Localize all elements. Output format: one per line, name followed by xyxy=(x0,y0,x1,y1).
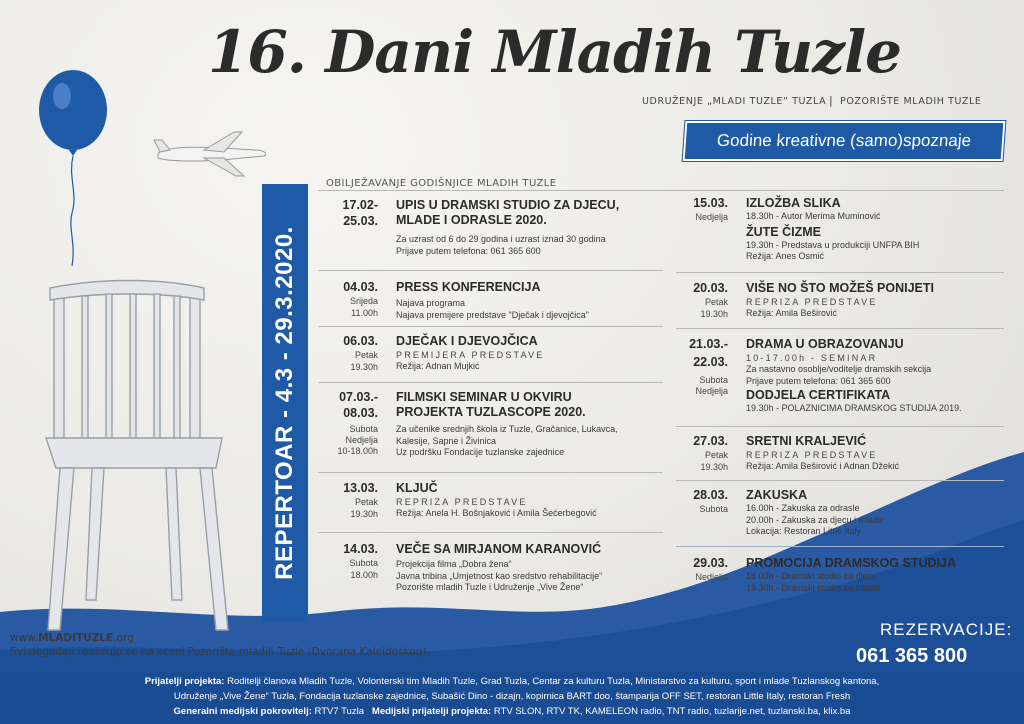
media-friends: RTV SLON, RTV TK, KAMELEON radio, TNT radio, tuzlarije.net, tuzlanski.ba, klix.ba xyxy=(493,706,851,717)
event-day: Nedjelja xyxy=(695,386,728,396)
event-time: 18.00h xyxy=(350,570,378,580)
event-date: 06.03. xyxy=(343,334,378,348)
media-general: RTV7 Tuzla xyxy=(314,706,364,717)
divider xyxy=(676,426,1004,427)
footer-partners-1 xyxy=(0,676,1024,687)
event-detail: Režija: Anela H. Bošnjaković i Amila Šećerbegović xyxy=(396,508,597,518)
divider xyxy=(676,328,1004,329)
divider xyxy=(318,472,663,473)
event-day: Petak xyxy=(704,450,728,460)
event-detail: 19.30h - Dramski studio za mlade xyxy=(746,582,881,593)
event-day: Nedjelja xyxy=(695,212,728,222)
reservation-phone: 061 365 800 xyxy=(856,645,968,667)
event-date: 14.03. xyxy=(343,542,378,556)
event-type: REPRIZA PREDSTAVE xyxy=(396,497,528,507)
event-title: SRETNI KRALJEVIĆ xyxy=(746,434,867,448)
event-detail: 16.00h - Dramski studio za djecu xyxy=(746,571,878,581)
footer-media xyxy=(0,706,1024,717)
event-title-line2: PROJEKTA TUZLASCOPE 2020. xyxy=(396,405,586,419)
event-title: ZAKUSKA xyxy=(746,488,808,502)
partners-text: Roditelji članova Mladih Tuzle, Volonterski tim Mladih Tuzle, Grad Tuzla, Centar za kulturu Tuzla, Ministarstvo za kulturu, sport i mlade Tuzlanskog kantona, xyxy=(227,676,880,687)
event-time: 19.30h xyxy=(700,309,728,319)
event-type: REPRIZA PREDSTAVE xyxy=(746,297,878,307)
event-date: 28.03. xyxy=(693,488,728,502)
event-detail: Uz podršku Fondacije tuzlanske zajednice xyxy=(396,447,565,457)
event-detail: Pozorište mladih Tuzle i Udruženje „Vive Žene“ xyxy=(396,582,584,592)
event-day: Petak xyxy=(354,350,378,360)
website-domain: MLADITUZLE xyxy=(38,632,114,644)
organizer-association: UDRUŽENJE „MLADI TUZLE“ TUZLA xyxy=(642,96,827,107)
event-title: PROMOCIJA DRAMSKOG STUDIJA xyxy=(746,556,956,570)
website-suffix: .org xyxy=(113,632,134,644)
organizer-theatre: POZORIŠTE MLADIH TUZLE xyxy=(840,96,982,107)
event-date-end: 08.03. xyxy=(343,406,378,420)
event-date: 29.03. xyxy=(693,556,728,570)
airplane-icon xyxy=(152,128,272,180)
event-title: PRESS KONFERENCIJA xyxy=(396,280,541,294)
website-link[interactable] xyxy=(10,632,134,644)
event-day: Nedjelja xyxy=(345,435,378,445)
event-title: UPIS U DRAMSKI STUDIO ZA DJECU, xyxy=(396,198,620,212)
event-day: Petak xyxy=(704,297,728,307)
venue-note: Svi događaji realizuju se na sceni Pozorišta mladih Tuzle (Dvorana Kaleidoskop) xyxy=(10,646,427,658)
event-date: 27.03. xyxy=(693,434,728,448)
event-date: 15.03. xyxy=(693,196,728,210)
event-date: 07.03.- xyxy=(339,390,378,404)
event-detail: Prijave putem telefona: 061 365 600 xyxy=(396,245,541,256)
event-date-end: 25.03. xyxy=(343,214,378,228)
event-detail: Režija: Amila Beširović xyxy=(746,308,838,318)
event-day: Subota xyxy=(349,424,378,434)
section-subheading: OBILJEŽAVANJE GODIŠNJICE MLADIH TUZLE xyxy=(326,178,557,189)
event-detail: Lokacija: Restoran Little Italy xyxy=(746,526,862,536)
organizer-separator: | xyxy=(829,94,833,107)
event-detail: 19.30h - POLAZNICIMA DRAMSKOG STUDIJA 2019. xyxy=(746,403,962,413)
event-detail: Najava programa xyxy=(396,298,466,308)
event-day: Nedjelja xyxy=(695,572,728,582)
event-title: KLJUČ xyxy=(396,481,438,495)
event-type: REPRIZA PREDSTAVE xyxy=(746,450,878,460)
event-day: Subota xyxy=(699,375,728,385)
divider xyxy=(318,532,663,533)
event-title: FILMSKI SEMINAR U OKVIRU xyxy=(396,390,572,404)
event-time: 19.30h xyxy=(350,509,378,519)
event-detail: 16.00h - Zakuska za odrasle xyxy=(746,503,860,513)
balloon-icon xyxy=(28,68,118,268)
event-detail: 20.00h - Zakuska za djecu i mlade xyxy=(746,514,884,525)
event-date: 21.03.- xyxy=(689,337,728,351)
event-title: VEČE SA MIRJANOM KARANOVIĆ xyxy=(396,542,602,556)
event-title: DJEČAK I DJEVOJČICA xyxy=(396,334,538,348)
event-date-end: 22.03. xyxy=(693,355,728,369)
event-day: Subota xyxy=(699,504,728,514)
event-detail: Za uzrast od 6 do 29 godina i uzrast iznad 30 godina xyxy=(396,234,606,244)
event-detail: Kalesije, Sapne i Živinica xyxy=(396,435,497,446)
divider xyxy=(318,382,663,383)
event-type: 10-17.00h - SEMINAR xyxy=(746,353,878,363)
event-detail: Za nastavno osoblje/voditelje dramskih sekcija xyxy=(746,364,932,374)
media-friends-label: Medijski prijatelji projekta: xyxy=(371,706,492,717)
partners-label: Prijatelji projekta: xyxy=(144,676,225,687)
repertoire-band xyxy=(262,184,308,622)
event-detail: Režija: Adnan Mujkić xyxy=(396,361,480,371)
event-detail: Za učenike srednjih škola iz Tuzle, Gračanice, Lukavca, xyxy=(396,424,618,434)
divider xyxy=(318,326,663,327)
divider xyxy=(318,190,1004,191)
slogan-text: Godine kreativne (samo)spoznaje xyxy=(716,131,972,150)
chair-icon xyxy=(40,270,230,635)
event-time: 10-18.00h xyxy=(337,446,378,456)
slogan-banner xyxy=(683,121,1006,161)
divider xyxy=(318,270,663,271)
event-title-line2: MLADE I ODRASLE 2020. xyxy=(396,213,547,227)
event-time: 11.00h xyxy=(351,308,378,318)
event-detail: Javna tribina „Umjetnost kao sredstvo rehabilitacije“ xyxy=(396,570,603,581)
event-type: PREMIJERA PREDSTAVE xyxy=(396,350,545,360)
event-day: Subota xyxy=(349,558,378,568)
event-date: 04.03. xyxy=(343,280,378,294)
media-general-label: Generalni medijski pokrovitelj: xyxy=(173,706,312,717)
event-date: 13.03. xyxy=(343,481,378,495)
event-detail: Najava premijere predstave "Dječak i djevojčica" xyxy=(396,309,589,320)
partners-text: Udruženje „Vive Žene“ Tuzla, Fondacija tuzlanske zajednice, Subašić Dino - dizajn, kopirnica BART doo, štamparija OFF SET, restoran Little Italy, restoran Fresh xyxy=(173,691,851,702)
event-date: 20.03. xyxy=(693,281,728,295)
event-time: 19.30h xyxy=(700,462,728,472)
footer-partners-2 xyxy=(0,691,1024,702)
event-detail: 18.30h - Autor Merima Muminović xyxy=(746,211,881,221)
event-title: VIŠE NO ŠTO MOŽEŠ PONIJETI xyxy=(746,281,935,295)
divider xyxy=(676,272,1004,273)
event-day: Srijeda xyxy=(349,296,378,306)
event-title-secondary: DODJELA CERTIFIKATA xyxy=(746,388,891,402)
event-day: Petak xyxy=(354,497,378,507)
event-title-secondary: ŽUTE ČIZME xyxy=(746,224,821,239)
page-title: 16. Dani Mladih Tuzle xyxy=(208,18,902,86)
event-detail: Režija: Anes Osmić xyxy=(746,251,825,261)
event-detail: 19.30h - Predstava u produkciji UNFPA BIH xyxy=(746,239,920,250)
website-prefix: www. xyxy=(10,632,39,644)
divider xyxy=(676,546,1004,547)
event-date: 17.02- xyxy=(342,198,378,212)
divider xyxy=(676,480,1004,481)
event-detail: Projekcija filma „Dobra žena“ xyxy=(396,559,512,569)
repertoire-label: REPERTOAR - 4.3 - 29.3.2020. xyxy=(271,226,299,580)
event-detail: Režija: Amila Beširović i Adnan Džekić xyxy=(746,461,900,471)
event-detail: Prijave putem telefona: 061 365 600 xyxy=(746,375,891,386)
reservation-label: REZERVACIJE: xyxy=(880,620,1013,639)
event-title: IZLOŽBA SLIKA xyxy=(746,196,841,210)
event-title: DRAMA U OBRAZOVANJU xyxy=(746,337,904,351)
event-time: 19.30h xyxy=(350,362,378,372)
